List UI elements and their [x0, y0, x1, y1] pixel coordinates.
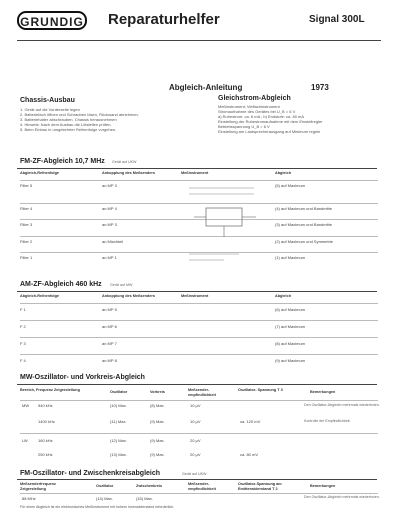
mw-row-osc: (11) Max. [110, 419, 127, 424]
fm-row-order: Filter 3 [20, 222, 33, 227]
model-name: Signal 300L [309, 14, 365, 25]
am-title-note: Gerät auf MW [110, 283, 133, 287]
fmosc-title-note: Gerät auf UKW [182, 472, 207, 476]
fm-row-coupling: an MP 3 [102, 222, 117, 227]
dc-line: a) Ruhestrom: ca. 6 mA ; b) Endstufe: ca. 80 mA [218, 114, 305, 119]
am-rule [17, 291, 377, 292]
mw-row-pre: (9) Max. [150, 452, 165, 457]
row-divider [20, 303, 378, 304]
mw-header-osc: Oszillator [110, 390, 128, 394]
am-row-order: F 1 [20, 307, 26, 312]
dc-line: Einstellung der Ruhestromaufnahme mit dem Einstellregler [218, 119, 323, 124]
fm-row-adjust: (3) auf Maximum und Bandmitte [275, 222, 332, 227]
fmosc-header-vosc: Oszillator-Spannung am Emitterwiderstand T 2 [238, 482, 282, 491]
mw-header-sens: Meßsender- empfindlichkeit [188, 388, 216, 397]
chassis-line: 5. Beim Einbau in umgekehrter Reihenfolge vorgehen. [20, 127, 117, 132]
mw-row-pre: (9) Max. [150, 438, 165, 443]
mw-row-sens: 20 µV [190, 438, 201, 443]
fm-row-order: Filter 5 [20, 183, 33, 188]
mw-row-note: Den Oszillator-Abgleich mehrmals wiederholen. [304, 403, 380, 407]
mw-row-sens: 20 µV [190, 452, 201, 457]
mw-header-pre: Vorkreis [150, 390, 165, 394]
chassis-text [20, 107, 170, 132]
measurement-diagram [184, 182, 264, 267]
document-title: Reparaturhelfer [108, 11, 220, 28]
fm-header-meter: Meßinstrument [181, 171, 209, 175]
fm-header-adjust: Abgleich [275, 171, 292, 175]
fm-row-adjust: (5) auf Maximum [275, 183, 306, 188]
fm-row-coupling: an MP 1 [102, 255, 117, 260]
fm-row-adjust: (1) auf Maximum [275, 255, 306, 260]
row-divider [20, 180, 378, 181]
mw-row-vosc: ca. 80 mV [240, 452, 259, 457]
am-row-coupling: an MP 5 [102, 307, 117, 312]
fm-header-coupling: Ankopplung des Meßsenders [102, 171, 155, 175]
am-row-coupling: an MP 6 [102, 324, 117, 329]
fm-row-order: Filter 1 [20, 255, 33, 260]
am-title: AM-ZF-Abgleich 460 kHz [20, 281, 102, 288]
fmosc-header-osc: Oszillator [96, 484, 114, 488]
subtitle: Abgleich-Anleitung [169, 83, 243, 92]
mw-header-band: Bereich, Frequenz Zeigerstellung [20, 388, 80, 392]
fm-row-coupling: an MP 3 [102, 183, 117, 188]
chassis-line: 1. Gerät auf die Vorderseite legen [20, 107, 80, 112]
fmosc-row-freq: 88 MHz [22, 496, 36, 501]
dc-title: Gleichstrom-Abgleich [218, 95, 291, 102]
chassis-line: 4. Hinweis: Nach dem Ausbau die Lötstellen prüfen. [20, 122, 112, 127]
mw-row-pre: (8) Max. [150, 403, 165, 408]
am-row-order: F 4 [20, 358, 26, 363]
am-row-adjust: (6) auf Maximum [275, 307, 306, 312]
row-divider [20, 400, 378, 401]
mw-row-freq: 1400 kHz [38, 419, 55, 424]
row-divider [20, 354, 378, 355]
am-row-order: F 2 [20, 324, 26, 329]
am-row-coupling: an MP 7 [102, 341, 117, 346]
mw-row-freq: 160 kHz [38, 438, 53, 443]
mw-header-note: Bemerkungen [310, 390, 336, 394]
mw-header-vosc: Oszillator- Spannung T 3 [238, 388, 283, 392]
fmosc-header-note: Bemerkungen [310, 484, 336, 488]
header-divider [17, 40, 381, 41]
dc-line: Einstellung am Lautsprecherausgang auf Minimum regeln [218, 129, 321, 134]
mw-row-vosc: ca. 120 mV [240, 419, 261, 424]
fm-row-coupling: an MP 4 [102, 206, 117, 211]
am-header-coupling: Ankopplung des Meßsenders [102, 294, 155, 298]
am-header-order: Abgleich-Reihenfolge [20, 294, 60, 298]
mw-row-note: Kontrolle der Empfindlichkeit. [304, 419, 351, 423]
am-row-adjust: (9) auf Maximum [275, 358, 306, 363]
year: 1973 [311, 83, 329, 92]
mw-row-freq: 250 kHz [38, 452, 53, 457]
am-row-coupling: an MP 8 [102, 358, 117, 363]
fm-row-coupling: an Mischteil [102, 239, 124, 244]
fm-row-order: Filter 2 [20, 239, 33, 244]
am-row-adjust: (8) auf Maximum [275, 341, 306, 346]
mw-row-band: LW [22, 438, 28, 443]
am-row-adjust: (7) auf Maximum [275, 324, 306, 329]
am-header-meter: Meßinstrument [181, 294, 209, 298]
fm-title: FM-ZF-Abgleich 10,7 MHz [20, 158, 105, 165]
fmosc-row-osc: (14) Max. [96, 496, 113, 501]
grundig-logo: GRUNDIG [17, 11, 87, 30]
mw-row-sens: 10 µV [190, 419, 201, 424]
mw-row-freq: 540 kHz [38, 403, 53, 408]
dc-line: Meßinstrument: Vielfachinstrument [218, 104, 280, 109]
fmosc-title: FM-Oszillator- und Zwischenkreisabgleich [20, 470, 161, 477]
chassis-line: 2. Batteriefach öffnen und Schrauben lösen, Rückwand abnehmen. [20, 112, 139, 117]
mw-row-osc: (10) Max. [110, 403, 127, 408]
fmosc-header-freq: Meßsenderfrequenz Zeigerstellung [20, 482, 56, 491]
row-divider [20, 337, 378, 338]
fm-header-order: Abgleich-Reihenfolge [20, 171, 60, 175]
mw-rule [17, 384, 377, 385]
mw-row-band: MW [22, 403, 30, 408]
fm-rule [17, 168, 377, 169]
chassis-title: Chassis-Ausbau [20, 97, 75, 104]
fm-row-order: Filter 4 [20, 206, 33, 211]
row-divider [20, 320, 378, 321]
dc-line: Stromaufnahme des Gerätes bei U_B = 6 V [218, 109, 296, 114]
dc-text [218, 104, 378, 134]
fm-title-note: Gerät auf UKW [112, 160, 137, 164]
fmosc-row-mid: (15) Max. [136, 496, 153, 501]
fmosc-row-note: Den Oszillator-Abgleich mehrmals wiederholen. [304, 495, 380, 499]
dc-line: Betriebsspannung U_B = 6 V [218, 124, 270, 129]
fmosc-header-mid: Zwischenkreis [136, 484, 163, 488]
am-header-adjust: Abgleich [275, 294, 292, 298]
fmosc-rule [17, 479, 377, 480]
mw-row-pre: (9) Max. [150, 419, 165, 424]
mw-row-sens: 10 µV [190, 403, 201, 408]
am-row-order: F 3 [20, 341, 26, 346]
row-divider [20, 433, 378, 434]
row-divider [20, 493, 378, 494]
mw-row-osc: (13) Max. [110, 452, 127, 457]
footer-note: Für einen Abgleich ist ein elektronisches Meßinstrument mit hohem Innenwiderstand erforderlich. [20, 505, 175, 509]
fm-row-adjust: (4) auf Maximum und Bandmitte [275, 206, 332, 211]
fmosc-header-sens: Meßsender- empfindlichkeit [188, 482, 216, 491]
chassis-line: 3. Batteriehalter abschrauben, Chassis herausnehmen [20, 117, 117, 122]
fm-row-adjust: (2) auf Maximum und Symmetrie [275, 239, 334, 244]
mw-title: MW-Oszillator- und Vorkreis-Abgleich [20, 374, 145, 381]
mw-row-osc: (12) Max. [110, 438, 127, 443]
